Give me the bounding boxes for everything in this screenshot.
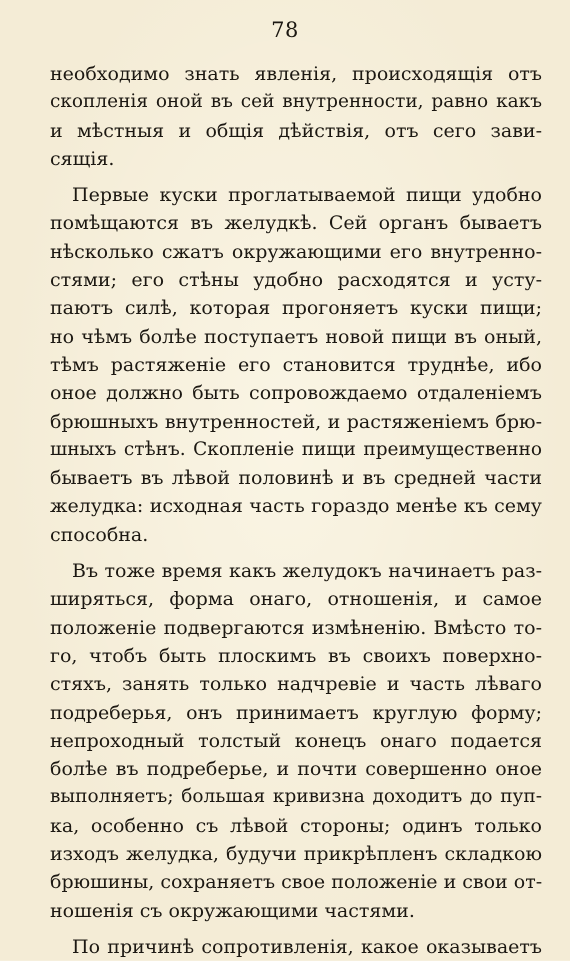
text-line: непроходный толстый конецъ онаго подается — [50, 729, 542, 752]
text-line: способна. — [50, 523, 149, 546]
text-line: стяхъ, занять только надчревіе и часть лѣваго — [50, 673, 542, 696]
text-line: стями; его стѣны удобно расходятся и усту- — [50, 269, 542, 292]
paragraph-3 — [50, 557, 542, 925]
body-text — [50, 60, 542, 961]
text-line: оное должно быть сопровождаемо отдаленіемъ — [50, 382, 542, 405]
paragraph-2 — [50, 181, 542, 549]
text-line: болѣе въ подреберье, и почти совершенно оное — [50, 758, 542, 781]
paragraph-1 — [50, 60, 542, 173]
text-line: брюшныхъ внутренностей, и растяженіемъ брю- — [50, 410, 542, 433]
text-line: го, чтобъ быть плоскимъ въ своихъ поверхно- — [50, 644, 542, 667]
text-line: помѣщаются въ желудкѣ. Сей органъ бываетъ — [50, 212, 542, 235]
text-line: подреберья, онъ принимаетъ круглую форму; — [50, 701, 542, 724]
paragraph-4 — [50, 933, 542, 961]
text-line: паютъ силѣ, которая прогоняетъ куски пищи; — [50, 297, 542, 320]
text-line: положеніе подвергаются измѣненію. Вмѣсто то- — [50, 616, 542, 639]
text-line: брюшины, сохраняетъ свое положеніе и свои от- — [50, 871, 542, 894]
text-line: Въ тоже время какъ желудокъ начинаетъ раз- — [72, 560, 542, 583]
text-line: Первые куски проглатываемой пищи удобно — [72, 184, 542, 207]
text-line: ширяться, форма онаго, отношенія, и самое — [50, 588, 542, 611]
text-line: бываетъ въ лѣвой половинѣ и въ средней части — [50, 467, 542, 490]
text-line: шныхъ стѣнъ. Скопленіе пищи преимущественно — [50, 438, 542, 460]
text-line: сящія. — [50, 147, 115, 170]
text-line: По причинѣ сопротивленія, какое оказываетъ — [72, 935, 542, 958]
text-line: и мѣстныя и общія дѣйствія, отъ сего зави- — [50, 119, 542, 142]
text-line: ношенія съ окружающими частями. — [50, 899, 415, 922]
text-line: необходимо знать явленія, происходящія отъ — [50, 63, 542, 85]
text-line: нѣсколько сжатъ окружающими его внутренно- — [50, 240, 542, 263]
text-line: но чѣмъ болѣе поступаетъ новой пищи въ оный, — [50, 325, 542, 348]
text-line: желудка: исходная часть гораздо менѣе къ сему — [50, 495, 542, 518]
text-line: изходъ желудка, будучи прикрѣпленъ складкою — [50, 843, 542, 866]
text-line: выполняетъ; большая кривизна доходитъ до пуп- — [50, 786, 542, 808]
text-line: тѣмъ растяженіе его становится труднѣе, ибо — [50, 353, 542, 376]
page-number: 78 — [271, 18, 299, 42]
text-line: скопленія оной въ сей внутренности, равно какъ — [50, 91, 542, 113]
text-line: ка, особенно съ лѣвой стороны; одинъ только — [50, 814, 542, 837]
